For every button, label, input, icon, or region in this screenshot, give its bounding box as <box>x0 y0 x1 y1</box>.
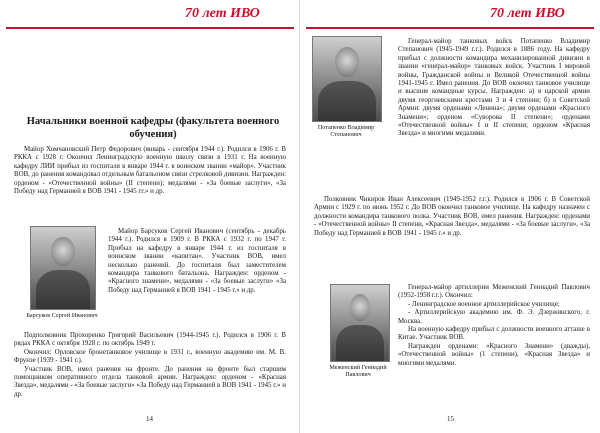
bio-prokhorenko <box>14 332 286 399</box>
bio-paragraph: Награжден орденами: «Красного Знамени» (дважды), «Отечественной войны» (1 степени), «Красная Звезда» и многими медалями. <box>398 342 590 367</box>
bio-mezhensky <box>398 284 590 368</box>
bio-paragraph: Участник ВОВ, имел ранения на фронте. До ранения на фронте был старшим помощником оперативного отдела танковой армии. Награжден: орденом - «Красная Звезда», медалями - «За боевые заслуги» «За Победу над Германией в ВОВ 1941 - 1945 г.» и др. <box>14 365 286 398</box>
header-rule <box>6 27 294 29</box>
bio-paragraph: Генерал-майор артиллерии Меженский Геннадий Павлович (1952-1958 г.г.). Окончил: <box>398 284 590 300</box>
bio-khomchanovsky <box>14 146 286 196</box>
bio-paragraph: Подполковник Прохоренко Григорий Васильевич (1944-1945 г.). Родился в 1906 г. В рядах РККА с октября 1928 г. по октябрь 1949 г. <box>14 332 286 348</box>
portrait-potapenko <box>312 36 382 122</box>
bio-paragraph: Майор Барсуков Сергей Иванович (сентябрь - декабрь 1944 г.). Родился в 1909 г. В РККА с 1932 г. по 1947 г. Прибыл на кафедру в январе 1944 г. из госпиталя в воинском звании «капитан». Участник ВОВ, имел несколько ранений. До госпиталя был заместителем командира танкового батальона. Награжден: орденом - «Красного знамени», медалями - «За боевые заслуги» «За Победу над Германией в ВОВ 1941 - 1945 г.» и др. <box>108 228 286 294</box>
bio-paragraph: Окончил: Орловское бронетанковое училище в 1931 г., военную академию им. М. В. Фрунзе (1939 - 1941 г.). <box>14 348 286 365</box>
bio-paragraph: Генерал-майор танковых войск Потапенко Владимир Степанович (1945-1949 г.г.). Родился в 1886 году. На кафедру прибыл с должности командира механизированной дивизии в звании «генерал-майор» танковых войск. Участник I мировой войны, Гражданской войны и Великой Отечественной войны 1941-1945 г. Имел ранения. До ВОВ окончил танковое училище и высшие командные курсы. Награжден: а) в царской армии двумя георгиевскими крестами 3 и 4 степени; б) в Советской Армии: двумя орденами «Ленина»; двумя орденами «Красного Знамени»; орденом «Суворова II степени»; орденами «Отечественной войны» I и II степени; орденом «Красная Звезда» и многими медалями. <box>398 38 590 138</box>
bio-list-item: - Артиллерийскую академию им. Ф. Э. Дзержинского, г. Москва. <box>398 309 590 325</box>
right-page <box>300 0 600 433</box>
portrait-head <box>350 294 371 321</box>
section-title: Начальники военной кафедры (факультета военного обучения) <box>26 116 280 140</box>
bio-paragraph: Полковник Чикиров Иван Алексеевич (1949-1952 г.г.). Родился в 1906 г. В Советской Армии с 1929 г. по июнь 1952 г. До ВОВ окончил танковое училище. На кафедру назначен с должности командира танкового полка. Участник ВОВ, имел ранения. Награжден: орденами - «Отечественной войны» II степени, «Красная Звезда», медалями - «За боевые заслуги», «За Победу над Германией в ВОВ 1941 - 1945 г.» и др. <box>314 196 590 237</box>
portrait-body <box>318 81 375 122</box>
bio-paragraph: Майор Хомчановский Петр Федорович (январь - сентября 1944 г.). Родился в 1906 г. В РККА с 1928 г. Окончил Ленинградскую военную школу связи в 1931 г. На военную кафедру ЛИИ прибыл из госпиталя в январе 1944 г. в воинском звании «майор». Участник ВОВ, до ранения командовал отдельным батальоном связи стрелковой дивизии. Награжден: орденом - «Отечественной войны» (II степени); медалями - «За боевые заслуги», «За Победу над Германией в ВОВ 1941 - 1945 гг.» и др. <box>14 146 286 196</box>
portrait-barsukov <box>30 226 96 310</box>
page-header: 70 лет ИВО <box>490 6 565 21</box>
portrait-head <box>51 237 74 267</box>
page-number: 15 <box>447 415 454 423</box>
caption-barsukov: Барсуков Сергей Иванович <box>26 312 98 319</box>
caption-potapenko: Потапенко Владимир Степанович <box>317 124 375 139</box>
bio-paragraph: На военную кафедру прибыл с должности военного атташе в Китае. Участник ВОВ. <box>398 326 590 342</box>
page-header: 70 лет ИВО <box>185 6 260 21</box>
bio-chikirov <box>314 196 590 238</box>
portrait-head <box>335 47 359 77</box>
portrait-mezhensky <box>330 284 390 362</box>
bio-list-item: - Ленинградское военное артиллерийское училище; <box>408 300 560 308</box>
page-number: 14 <box>146 415 153 423</box>
bio-potapenko <box>398 38 590 139</box>
bio-barsukov <box>108 228 286 295</box>
portrait-body <box>336 325 385 362</box>
caption-mezhensky: Меженский Геннадий Павлович <box>329 364 387 379</box>
portrait-body <box>36 270 90 310</box>
header-rule <box>306 27 594 29</box>
